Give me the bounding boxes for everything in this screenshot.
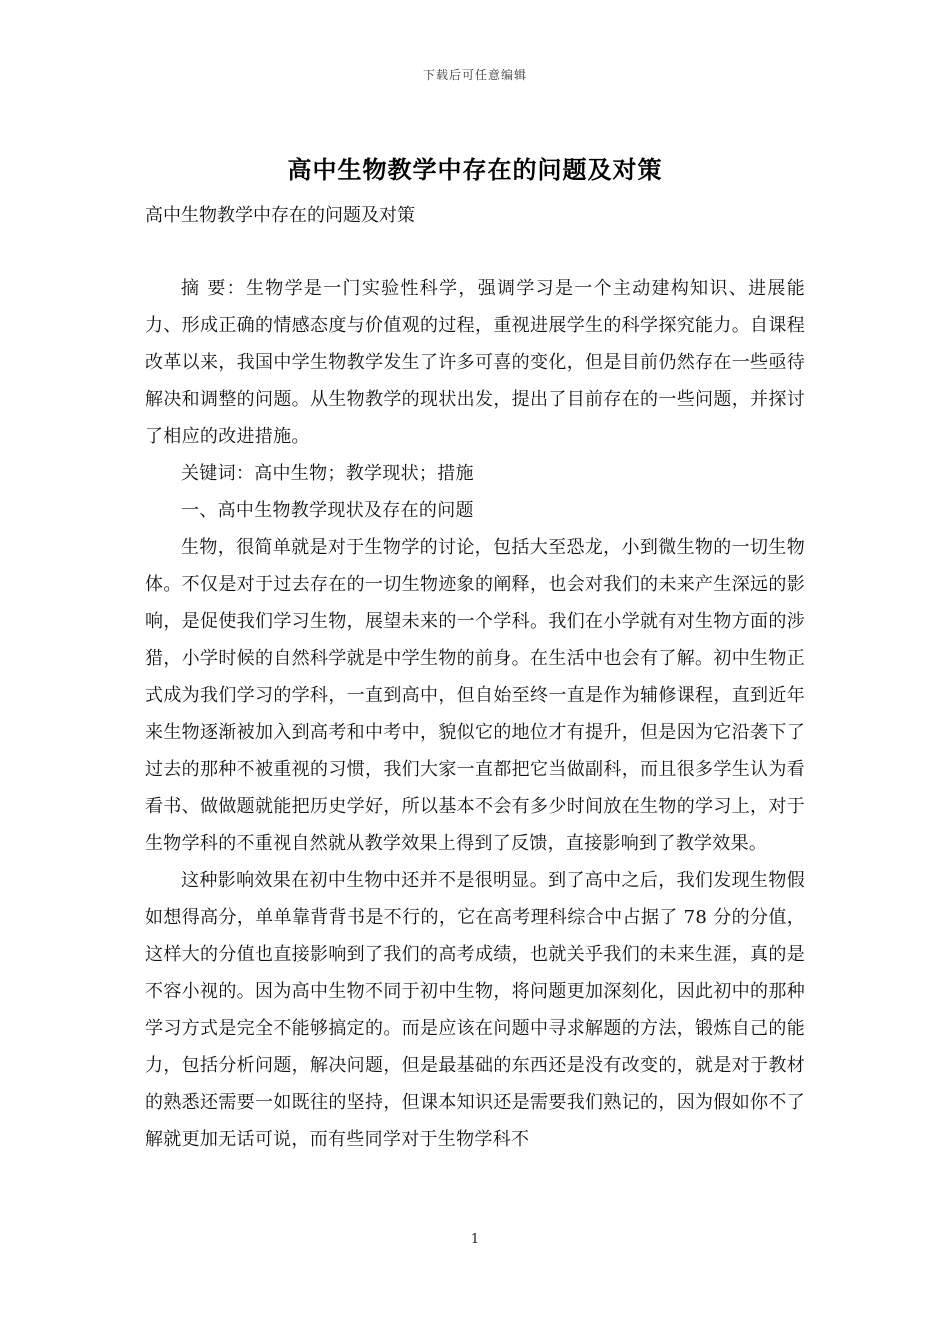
body-paragraph: 这种影响效果在初中生物中还并不是很明显。到了高中之后，我们发现生物假如想得高分，单单靠背背书是不行的，它在高考理科综合中占据了 78 分的分值，这样大的分值也直接影响到了我们的高考成绩，也就关乎我们的未来生涯，真的是不容小视的。因为高中生物不同于初中生物，将问题更加深刻化，因此初中的那种学习方式是完全不能够搞定的。而是应该在问题中寻求解题的方法，锻炼自己的能力，包括分析问题，解决问题，但是最基础的东西还是没有改变的，就是对于教材的熟悉还需要一如既往的坚持，但课本知识还是需要我们熟记的，因为假如你不了解就更加无话可说，而有些同学对于生物学科不 (145, 870, 805, 1150)
section-heading: 一、高中生物教学现状及存在的问题 (181, 500, 474, 521)
document-subtitle: 高中生物教学中存在的问题及对策 (145, 205, 415, 226)
document-title: 高中生物教学中存在的问题及对策 (287, 155, 663, 184)
body-paragraph: 生物，很简单就是对于生物学的讨论，包括大至恐龙，小到微生物的一切生物体。不仅是对于过去存在的一切生物迹象的阐释，也会对我们的未来产生深远的影响，是促使我们学习生物，展望未来的一个学科。我们在小学就有对生物方面的涉猎，小学时候的自然科学就是中学生物的前身。在生活中也会有了解。初中生物正式成为我们学习的学科，一直到高中，但自始至终一直是作为辅修课程，直到近年来生物逐渐被加入到高考和中考中，貌似它的地位才有提升，但是因为它沿袭下了过去的那种不被重视的习惯，我们大家一直都把它当做副科，而且很多学生认为看看书、做做题就能把历史学好，所以基本不会有多少时间放在生物的学习上，对于生物学科的不重视自然就从教学效果上得到了反馈，直接影响到了教学效果。 (145, 537, 805, 854)
page-header-note: 下载后可任意编辑 (422, 68, 527, 82)
keywords-paragraph: 关键词：高中生物；教学现状；措施 (181, 463, 474, 484)
abstract-paragraph: 摘 要：生物学是一门实验性科学，强调学习是一个主动建构知识、进展能力、形成正确的情感态度与价值观的过程，重视进展学生的科学探究能力。自课程改革以来，我国中学生物教学发生了许多可喜的变化，但是目前仍然存在一些亟待解决和调整的问题。从生物教学的现状出发，提出了目前存在的一些问题，并探讨了相应的改进措施。 (145, 278, 805, 447)
page-number: 1 (470, 1232, 480, 1247)
document-body (145, 270, 805, 1158)
